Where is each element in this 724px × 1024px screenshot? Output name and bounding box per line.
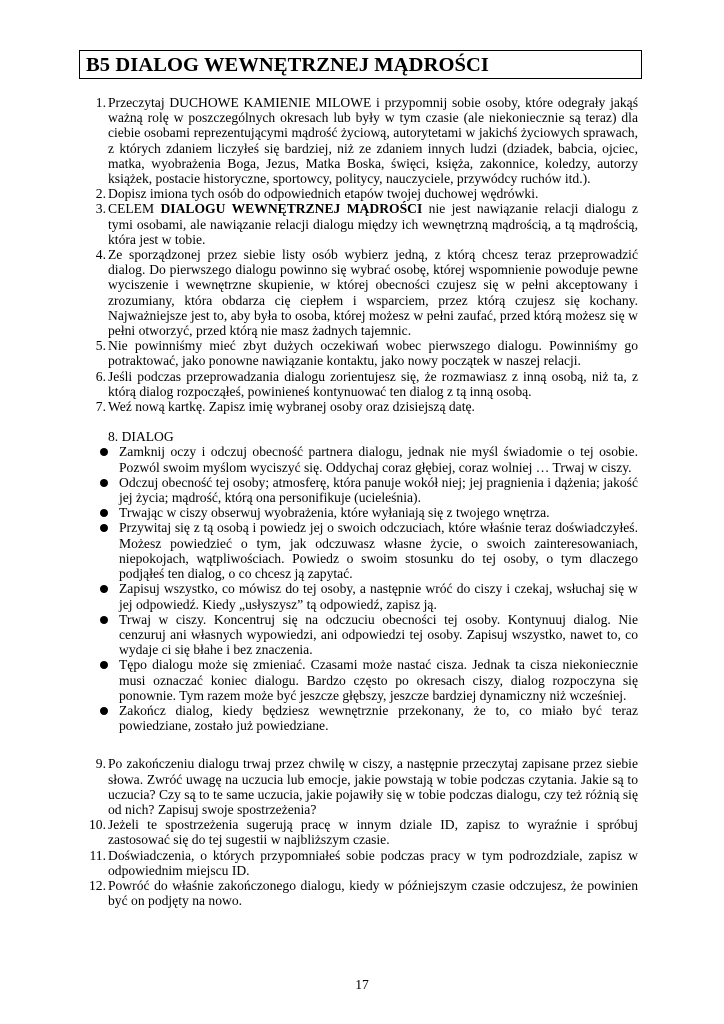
item-number: 4. — [95, 247, 106, 263]
bullet-dot-icon — [100, 524, 108, 532]
document-body — [87, 95, 638, 908]
item-number: 3. — [95, 201, 106, 217]
bullet-text: Zapisuj wszystko, co mówisz do tej osoby, a następnie wróć do ciszy i czekaj, wsłuchaj się w jej odpowiedź. Kiedy „usłyszysz” tą odpowiedź, zapisz ją. — [119, 581, 638, 612]
item-text: Jeśli podczas przeprowadzania dialogu zorientujesz się, że rozmawiasz z inną osobą, niż ta, z którą dialog rozpocząłeś, powinieneś kontynuować ten dialog z tą inną osobą. — [108, 368, 638, 399]
item-text: Nie powinniśmy mieć zbyt dużych oczekiwań wobec pierwszego dialogu. Powinniśmy go potraktować, jako ponowne nawiązanie kontaktu, jako nowy początek w naszej relacji. — [108, 338, 638, 369]
list-item — [87, 338, 638, 368]
item-text: Jeżeli te spostrzeżenia sugerują pracę w innym dziale ID, zapisz to wyraźnie i spróbuj zastosować się do tej sugestii w najbliższym czasie. — [108, 817, 638, 848]
list-item — [87, 369, 638, 399]
bullet-text: Zakończ dialog, kiedy będziesz wewnętrznie przekonany, że to, co miało być teraz powiedziane, zostało już powiedziane. — [119, 702, 638, 734]
item-text: Po zakończeniu dialogu trwaj przez chwilę w ciszy, a następnie przeczytaj zapisane przez siebie słowa. Zwróć uwagę na uczucia lub emocje, jakie powstają w tobie podczas czytania. Jakie są to uczucia? Czy są to te same uczucia, jakie pojawiły się w tobie podczas dialogu, czy też różnią się od nich? Zapisuj swoje spostrzeżenia? — [108, 756, 638, 817]
item-text-pre: CELEM — [108, 201, 161, 217]
bullet-item — [87, 505, 638, 520]
spacer — [87, 733, 638, 756]
bullet-dot-icon — [100, 509, 108, 517]
bullet-dot-icon — [100, 479, 108, 487]
item-number: 12. — [89, 877, 106, 893]
bullet-item — [87, 520, 638, 581]
item-number: 7. — [95, 399, 106, 415]
bullet-item — [87, 475, 638, 505]
item-number: 2. — [95, 186, 106, 202]
item-number: 1. — [95, 95, 106, 110]
bullet-text: Tępo dialogu może się zmieniać. Czasami może nastać cisza. Jednak ta cisza niekoniecznie musi oznaczać koniec dialogu. Bardzo często po okresach ciszy, dialog rozpoczyna się ponownie. Tym razem może być jeszcze głębszy, jeszcze bardziej dynamiczny niż wcześniej. — [119, 657, 638, 703]
item-number: 5. — [95, 338, 106, 354]
bullet-item — [87, 581, 638, 611]
bullet-text: Przywitaj się z tą osobą i powiedz jej o swoich odczuciach, które właśnie teraz doświadczyłeś. Możesz powiedzieć o tym, jak odczuwasz własne życie, o swoich zainteresowaniach, niepokojach, wątpliwościach. Powiedz o swoim stosunku do tej osoby, o tym dlaczego podjąłeś ten dialog, o co chcesz ją zapytać. — [119, 520, 638, 582]
item-text: Doświadczenia, o których przypomniałeś sobie podczas pracy w tym podrozdziale, zapisz w odpowiednim miejscu ID. — [108, 847, 638, 878]
bullet-item — [87, 657, 638, 703]
bullet-text: Odczuj obecność tej osoby; atmosferę, która panuje wokół niej; jej pragnienia i dążenia; jakość jej życia; mądrość, którą ona personifikuje (ucieleśnia). — [119, 474, 638, 506]
dialog-heading: 8. DIALOG — [108, 429, 174, 445]
list-item — [87, 756, 638, 817]
item-text-bold: DIALOGU WEWNĘTRZNEJ MĄDROŚCI — [160, 201, 423, 217]
list-item — [87, 247, 638, 338]
page-number: 17 — [355, 977, 369, 992]
bullet-dot-icon — [100, 585, 108, 593]
list-item — [87, 878, 638, 908]
item-text-post: nie jest nawiązanie relacji dialogu z tymi osobami, ale nawiązanie relacji dialogu między ich wewnętrzną mądrością, a tą mądrością, która jest w tobie. — [108, 201, 638, 247]
bullet-item — [87, 703, 638, 733]
item-number: 6. — [95, 368, 106, 384]
list-item — [87, 201, 638, 247]
bullet-text: Zamknij oczy i odczuj obecność partnera dialogu, jednak nie myśl świadomie o tej osobie. Pozwól swoim myślom wyciszyć się. Oddychaj coraz głębiej, coraz wolniej … Trwaj w ciszy. — [119, 444, 638, 475]
list-item — [87, 399, 638, 414]
item-text: Przeczytaj DUCHOWE KAMIENIE MILOWE i przypomnij sobie osoby, które odegrały jakąś ważną rolę w poszczególnych okresach lub były w tym czasie (ale niekoniecznie są teraz) dla ciebie osobami reprezentującymi mądrość życiową, autorytetami w jakichś życiowych sprawach, z których zdaniem liczyłeś się bardziej, niż ze zdaniem innych ludzi (dziadek, babcia, ojciec, matka, wyobrażenia Boga, Jezus, Matka Boska, święci, księża, zakonnice, koledzy, autorzy książek, postacie historyczne, sportowcy, politycy, nauczyciele, przywódcy ruchów itd.). — [108, 95, 638, 187]
item-number: 11. — [89, 847, 106, 863]
bullet-item — [87, 444, 638, 474]
bullet-dot-icon — [100, 616, 108, 624]
list-item — [87, 817, 638, 847]
bullet-dot-icon — [100, 448, 108, 456]
bullet-text: Trwaj w ciszy. Koncentruj się na odczuciu obecności tej osoby. Kontynuuj dialog. Nie cenzuruj ani własnych wypowiedzi, ani odpowiedzi tej osoby. Zapisuj wszystko, nawet to, co wydaje ci się błahe i bez znaczenia. — [119, 611, 638, 658]
title-box — [79, 50, 642, 79]
list-item — [87, 848, 638, 878]
item-text: Dopisz imiona tych osób do odpowiednich etapów twojej duchowej wędrówki. — [108, 186, 539, 202]
bullet-text: Trwając w ciszy obserwuj wyobrażenia, które wyłaniają się z twojego wnętrza. — [119, 505, 550, 521]
list-item — [87, 186, 638, 201]
item-number: 9. — [95, 756, 106, 772]
item-text: Weź nową kartkę. Zapisz imię wybranej osoby oraz dzisiejszą datę. — [108, 399, 475, 415]
item-text: Powróć do właśnie zakończonego dialogu, kiedy w późniejszym czasie odczujesz, że powinien być on podjęty na nowo. — [108, 877, 638, 909]
list-item — [87, 95, 638, 186]
bullet-item — [87, 612, 638, 658]
item-number: 10. — [89, 817, 106, 833]
item-text: Ze sporządzonej przez siebie listy osób wybierz jedną, z którą chcesz teraz przeprowadzić dialog. Do pierwszego dialogu powinno się wybrać osobę, której wspomnienie powoduje pewne wyciszenie i wewnętrzne skupienie, w której obecności czujesz się w pełni akceptowany i zrozumiany, która obdarza cię ciepłem i wsparciem, przez którą czujesz się kochany. Najważniejsze jest to, aby była to osoba, której możesz w pełni zaufać, przed którą możesz się w pełni otworzyć, przed którą nie masz żadnych tajemnic. — [108, 247, 638, 339]
bullet-dot-icon — [100, 707, 108, 715]
page-title: B5 DIALOG WEWNĘTRZNEJ MĄDROŚCI — [86, 54, 489, 76]
bullet-dot-icon — [100, 661, 108, 669]
